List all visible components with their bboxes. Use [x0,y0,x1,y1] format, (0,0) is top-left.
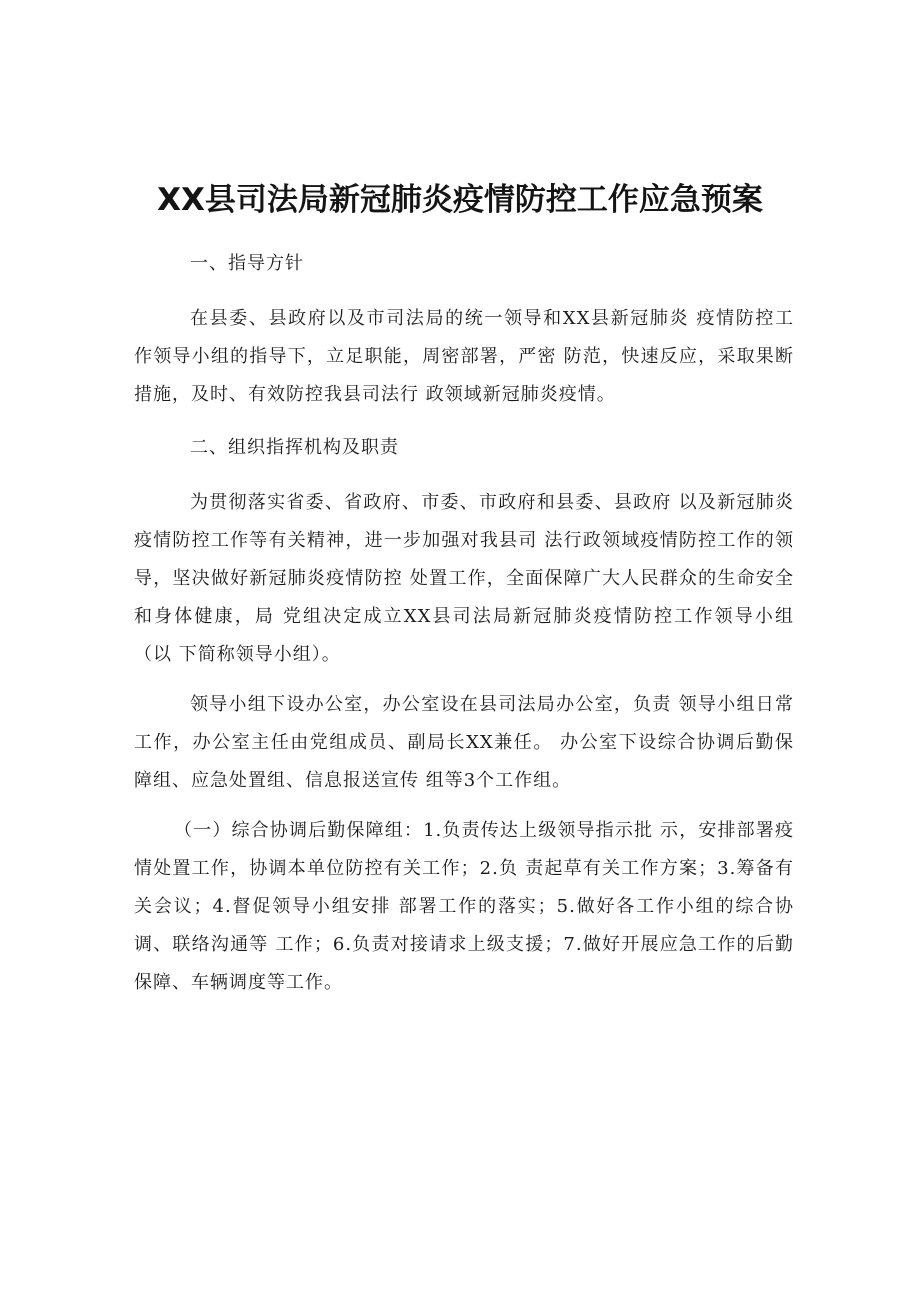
paragraph-guiding-principles: 在县委、县政府以及市司法局的统一领导和XX县新冠肺炎 疫情防控工作领导小组的指导下，立足职能，周密部署，严密 防范，快速反应，采取果断措施，及时、有效防控我县司法行 政领域新冠肺炎疫情。 [134,308,794,405]
section-heading-guiding-principles: 一、指导方针 [190,253,304,274]
paragraph-office-setup: 领导小组下设办公室，办公室设在县司法局办公室，负责 领导小组日常工作，办公室主任由党组成员、副局长XX兼任。 办公室下设综合协调后勤保障组、应急处置组、信息报送宣传 组等3个工作组。 [134,694,794,791]
document-title: XX县司法局新冠肺炎疫情防控工作应急预案 [157,182,763,218]
paragraph-coordination-group: （一）综合协调后勤保障组：1.负责传达上级领导指示批 示，安排部署疫情处置工作，协调本单位防控有关工作；2.负 责起草有关工作方案；3.筹备有关会议；4.督促领导小组安排 部署工作的落实；5.做好各工作小组的综合协调、联络沟通等 工作；6.负责对接请求上级支援；7.做好开展应急工作的后勤 保障、车辆调度等工作。 [134,820,794,993]
section-heading-organization: 二、组织指挥机构及职责 [190,437,399,458]
document-body [134,246,794,1002]
paragraph-leadership-group: 为贯彻落实省委、省政府、市委、市政府和县委、县政府 以及新冠肺炎疫情防控工作等有关精神，进一步加强对我县司 法行政领域疫情防控工作的领导，坚决做好新冠肺炎疫情防控 处置工作，全面保障广大人民群众的生命安全和身体健康，局 党组决定成立XX县司法局新冠肺炎疫情防控工作领导小组（以 下简称领导小组）。 [134,492,794,665]
